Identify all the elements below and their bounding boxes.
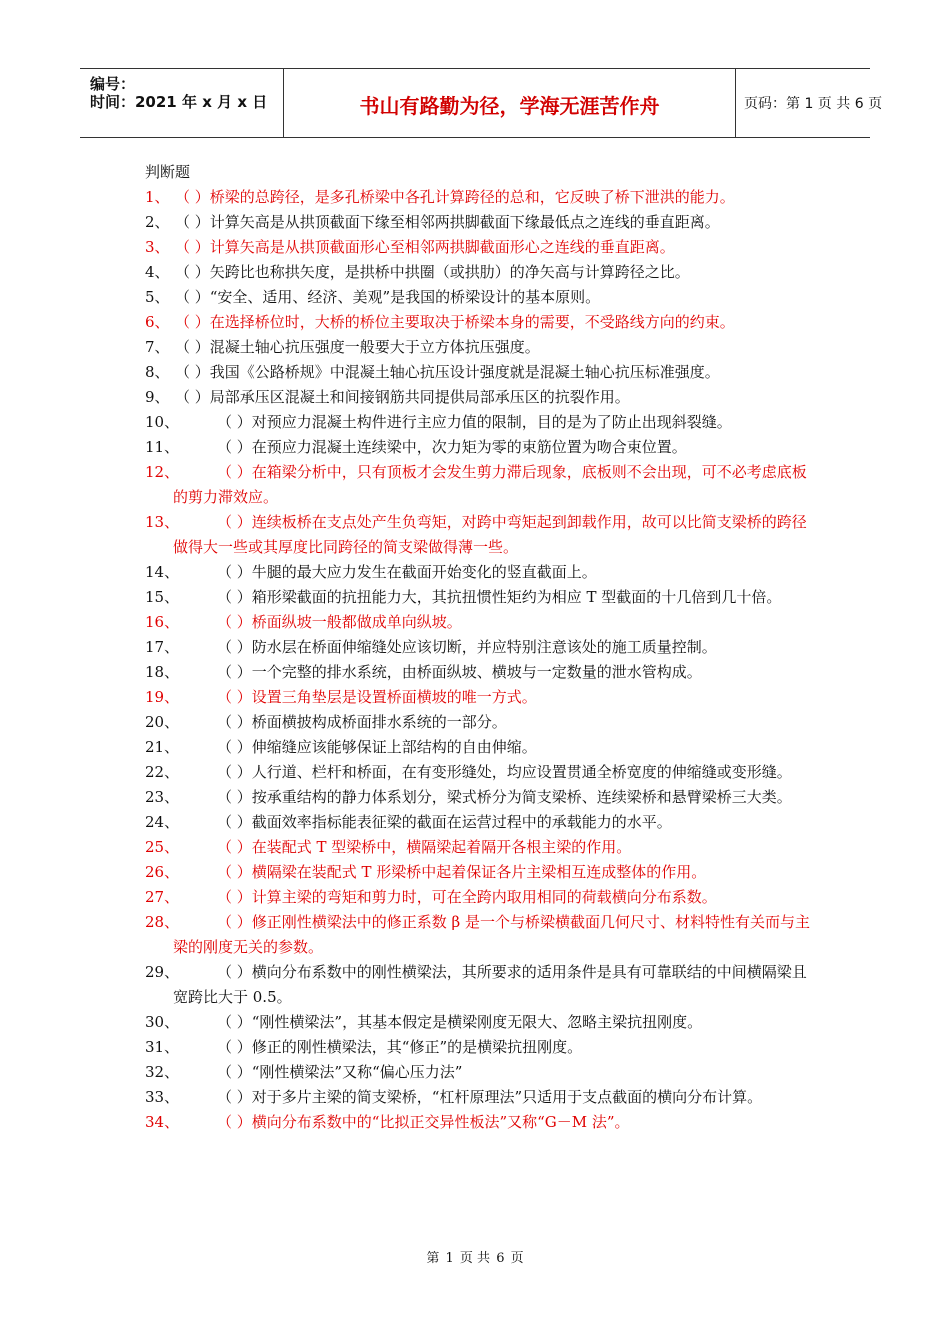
question-number: 31、 <box>145 1038 180 1056</box>
question-number: 14、 <box>145 563 180 581</box>
question-number: 34、 <box>145 1113 180 1131</box>
question-item <box>145 185 813 210</box>
question-text: （ ）在选择桥位时，大桥的桥位主要取决于桥梁本身的需要，不受路线方向的约束。 <box>175 313 735 331</box>
question-text: （ ）对预应力混凝土构件进行主应力值的限制，目的是为了防止出现斜裂缝。 <box>217 413 732 431</box>
question-text: （ ）计算矢高是从拱顶截面形心至相邻两拱脚截面形心之连线的垂直距离。 <box>175 238 675 256</box>
question-text: （ ）人行道、栏杆和桥面，在有变形缝处，均应设置贯通全桥宽度的伸缩缝或变形缝。 <box>217 763 792 781</box>
question-number: 24、 <box>145 813 180 831</box>
question-number: 8、 <box>145 363 170 381</box>
question-number: 10、 <box>145 413 180 431</box>
header-motto-cell <box>284 69 736 137</box>
question-item <box>145 910 813 960</box>
question-number: 23、 <box>145 788 180 806</box>
question-number: 26、 <box>145 863 180 881</box>
question-text: （ ）截面效率指标能表征梁的截面在运营过程中的承载能力的水平。 <box>217 813 672 831</box>
question-item <box>145 410 813 435</box>
document-date: 时间：2021 年 x 月 x 日 <box>90 93 268 111</box>
question-text: （ ）混凝土轴心抗压强度一般要大于立方体抗压强度。 <box>175 338 540 356</box>
question-text: （ ）在预应力混凝土连续梁中，次力矩为零的束筋位置为吻合束位置。 <box>217 438 687 456</box>
question-text: （ ）一个完整的排水系统，由桥面纵坡、横坡与一定数量的泄水管构成。 <box>217 663 702 681</box>
question-text: （ ）对于多片主梁的简支梁桥，“杠杆原理法”只适用于支点截面的横向分布计算。 <box>217 1088 763 1106</box>
question-text: （ ）牛腿的最大应力发生在截面开始变化的竖直截面上。 <box>217 563 597 581</box>
question-number: 17、 <box>145 638 180 656</box>
page-footer <box>0 1247 950 1266</box>
question-text: （ ）桥梁的总跨径，是多孔桥梁中各孔计算跨径的总和，它反映了桥下泄洪的能力。 <box>175 188 735 206</box>
question-text: （ ）横隔梁在装配式 T 形梁桥中起着保证各片主梁相互连成整体的作用。 <box>217 863 707 881</box>
question-text: （ ）我国《公路桥规》中混凝土轴心抗压设计强度就是混凝土轴心抗压标准强度。 <box>175 363 720 381</box>
question-text: （ ）在箱梁分析中，只有顶板才会发生剪力滞后现象，底板则不会出现，可不必考虑底板的剪力滞效应。 <box>173 463 807 506</box>
question-item <box>145 285 813 310</box>
question-item <box>145 385 813 410</box>
question-text: （ ）箱形梁截面的抗扭能力大，其抗扭惯性矩约为相应 T 型截面的十几倍到几十倍。 <box>217 588 782 606</box>
question-text: （ ）修正的刚性横梁法，其“修正”的是横梁抗扭刚度。 <box>217 1038 583 1056</box>
question-item <box>145 885 813 910</box>
question-item <box>145 335 813 360</box>
question-item <box>145 235 813 260</box>
question-number: 28、 <box>145 913 180 931</box>
question-text: （ ）横向分布系数中的“比拟正交异性板法”又称“G－M 法”。 <box>217 1113 630 1131</box>
question-number: 18、 <box>145 663 180 681</box>
question-item <box>145 610 813 635</box>
question-item <box>145 435 813 460</box>
header-page-code: 页码：第 1 页 共 6 页 <box>744 96 883 112</box>
footer-total-pages: 6 <box>496 1251 505 1266</box>
header-page-cell <box>736 69 883 137</box>
question-text: （ ）计算矢高是从拱顶截面下缘至相邻两拱脚截面下缘最低点之连线的垂直距离。 <box>175 213 720 231</box>
footer-middle: 页 共 <box>459 1251 491 1266</box>
question-item <box>145 310 813 335</box>
question-text: （ ）横向分布系数中的刚性横梁法，其所要求的适用条件是具有可靠联结的中间横隔梁且宽跨比大于 0.5。 <box>173 963 807 1006</box>
document-number-label: 编号： <box>90 75 136 93</box>
section-title: 判断题 <box>145 163 191 181</box>
question-number: 7、 <box>145 338 170 356</box>
question-item <box>145 735 813 760</box>
question-item <box>145 1085 813 1110</box>
question-number: 16、 <box>145 613 180 631</box>
question-item <box>145 1060 813 1085</box>
question-item <box>145 835 813 860</box>
question-item <box>145 785 813 810</box>
question-item <box>145 960 813 1010</box>
footer-prefix: 第 <box>426 1251 440 1266</box>
question-text: （ ）伸缩缝应该能够保证上部结构的自由伸缩。 <box>217 738 537 756</box>
question-item <box>145 810 813 835</box>
question-item <box>145 635 813 660</box>
question-number: 19、 <box>145 688 180 706</box>
footer-suffix: 页 <box>510 1251 524 1266</box>
question-number: 6、 <box>145 313 170 331</box>
header-meta-cell <box>80 69 284 137</box>
question-item <box>145 1035 813 1060</box>
question-text: （ ）局部承压区混凝土和间接钢筋共同提供局部承压区的抗裂作用。 <box>175 388 630 406</box>
question-text: （ ）“安全、适用、经济、美观”是我国的桥梁设计的基本原则。 <box>175 288 601 306</box>
question-text: （ ）防水层在桥面伸缩缝处应该切断，并应特别注意该处的施工质量控制。 <box>217 638 717 656</box>
question-item <box>145 710 813 735</box>
footer-page-number: 1 <box>445 1251 454 1266</box>
question-text: （ ）桥面横披构成桥面排水系统的一部分。 <box>217 713 507 731</box>
question-number: 30、 <box>145 1013 180 1031</box>
question-item <box>145 585 813 610</box>
question-text: （ ）修正刚性横梁法中的修正系数 β 是一个与桥梁横截面几何尺寸、材料特性有关而与主梁的刚度无关的参数。 <box>173 913 810 956</box>
question-number: 21、 <box>145 738 180 756</box>
question-number: 29、 <box>145 963 180 981</box>
question-number: 2、 <box>145 213 170 231</box>
question-text: （ ）矢跨比也称拱矢度，是拱桥中拱圈（或拱肋）的净矢高与计算跨径之比。 <box>175 263 690 281</box>
question-number: 13、 <box>145 513 180 531</box>
question-text: （ ）按承重结构的静力体系划分，梁式桥分为简支梁桥、连续梁桥和悬臂梁桥三大类。 <box>217 788 792 806</box>
question-text: （ ）“刚性横梁法”又称“偏心压力法” <box>217 1063 463 1081</box>
question-item <box>145 560 813 585</box>
page-header <box>80 68 883 138</box>
question-list <box>145 185 813 1135</box>
question-item <box>145 760 813 785</box>
question-item <box>145 510 813 560</box>
question-text: （ ）桥面纵坡一般都做成单向纵坡。 <box>217 613 462 631</box>
question-item <box>145 685 813 710</box>
question-number: 15、 <box>145 588 180 606</box>
question-item <box>145 1010 813 1035</box>
question-number: 1、 <box>145 188 170 206</box>
question-item <box>145 260 813 285</box>
question-item <box>145 860 813 885</box>
question-number: 5、 <box>145 288 170 306</box>
question-text: （ ）连续板桥在支点处产生负弯矩，对跨中弯矩起到卸载作用，故可以比简支梁桥的跨径做得大一些或其厚度比同跨径的简支梁做得薄一些。 <box>173 513 807 556</box>
question-item <box>145 1110 813 1135</box>
question-item <box>145 460 813 510</box>
question-text: （ ）“刚性横梁法”，其基本假定是横梁刚度无限大、忽略主梁抗扭刚度。 <box>217 1013 703 1031</box>
question-number: 4、 <box>145 263 170 281</box>
question-number: 20、 <box>145 713 180 731</box>
question-number: 3、 <box>145 238 170 256</box>
question-text: （ ）设置三角垫层是设置桥面横坡的唯一方式。 <box>217 688 537 706</box>
question-item <box>145 210 813 235</box>
question-number: 12、 <box>145 463 180 481</box>
question-item <box>145 660 813 685</box>
question-number: 25、 <box>145 838 180 856</box>
question-number: 27、 <box>145 888 180 906</box>
question-text: （ ）在装配式 T 型梁桥中，横隔梁起着隔开各根主梁的作用。 <box>217 838 632 856</box>
question-number: 11、 <box>145 438 180 456</box>
question-item <box>145 360 813 385</box>
question-number: 33、 <box>145 1088 180 1106</box>
question-number: 32、 <box>145 1063 180 1081</box>
header-motto: 书山有路勤为径，学海无涯苦作舟 <box>359 94 660 118</box>
question-number: 22、 <box>145 763 180 781</box>
question-text: （ ）计算主梁的弯矩和剪力时，可在全跨内取用相同的荷载横向分布系数。 <box>217 888 717 906</box>
question-number: 9、 <box>145 388 170 406</box>
